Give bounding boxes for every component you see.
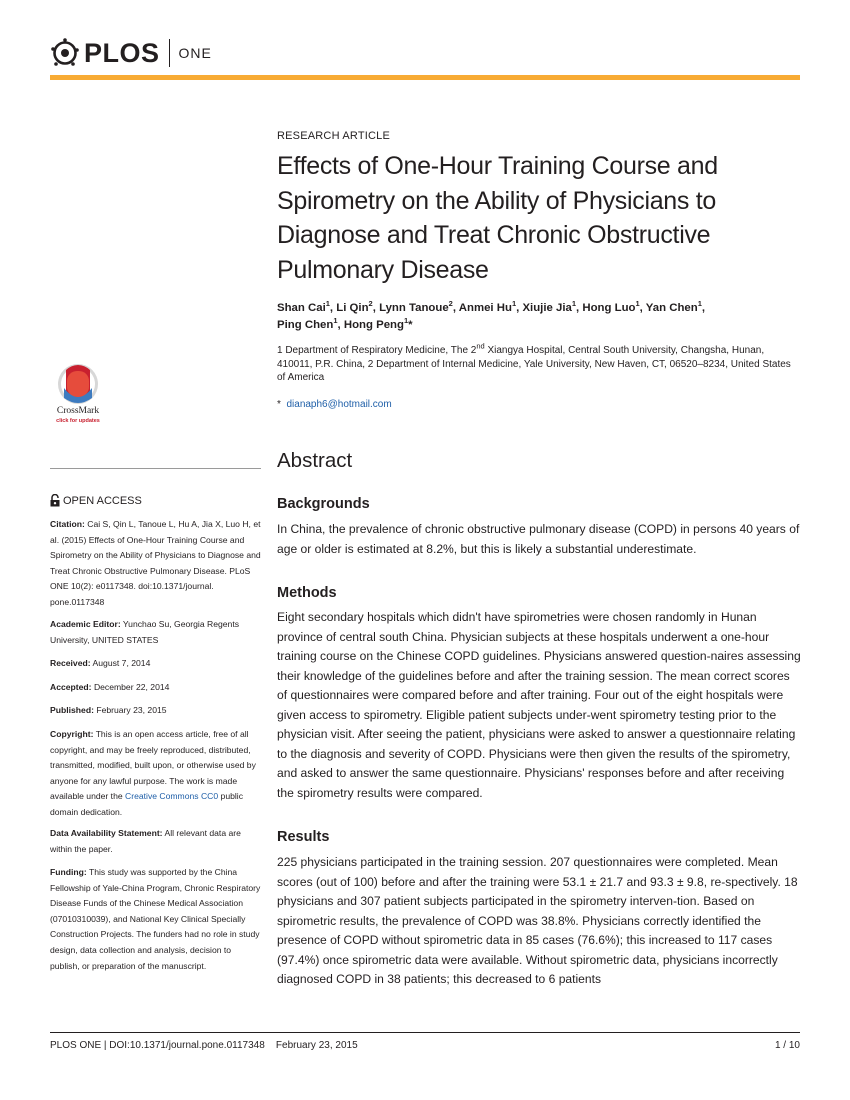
footer-citation xyxy=(50,1040,358,1051)
data-availability-block xyxy=(50,826,262,857)
copyright-text: This is an open access article, free of all copyright, and may be freely reproduced, distributed, transmitted, modified, built upon, or otherwise used by anyone for any lawful purpose. The work is made available under the xyxy=(50,729,256,802)
published-date: February 23, 2015 xyxy=(96,705,167,715)
section-heading-backgrounds: Backgrounds xyxy=(277,496,370,512)
section-heading-results: Results xyxy=(277,829,330,845)
brand-name: PLOS xyxy=(84,37,160,68)
data-availability-label: Data Availability Statement: xyxy=(50,828,163,838)
accepted-date: December 22, 2014 xyxy=(93,682,170,692)
accepted-label: Accepted: xyxy=(50,682,92,692)
author[interactable]: Hong Luo$^1$, xyxy=(582,299,646,314)
plos-logo-icon xyxy=(50,38,80,68)
author[interactable]: Anmei Hu$^1$, xyxy=(458,299,523,314)
section-text-results: 225 physicians participated in the training session. 207 questionnaires were completed. Mean scores (out of 100) before and after the training were 53.1 ± 21.7 and 93.3 ± 9.8, re-spectively. 18 physicians and 307 patient subjects participated in the spirometry interven-tion. Based on spirometric results, the prevalence of COPD was 38.8%. Physicians correctly identified the presence of COPD without spirometric data in 85 cases (76.6%); this increased to 117 cases (97.4%) once spirometric data were available. Without spirometric data, physicians incorrectly diagnosed COPD in 38 patients; this decreased to 6 patients xyxy=(277,855,798,986)
copyright-tail: public domain dedication. xyxy=(50,791,244,817)
page-number: 1 / 10 xyxy=(774,1040,800,1051)
crossmark-label[interactable]: CrossMark xyxy=(56,406,100,416)
citation-text: Cai S, Qin L, Tanoue L, Hu A, Jia X, Luo H, et al. (2015) Effects of One-Hour Training Course and Spirometry on the Ability of Physicians to Diagnose and Treat Chronic Obstructive Pulmonary Disease. PLoS ONE 10(2): e0117348. doi:10.1371/journal. pone.0117348 xyxy=(50,519,261,607)
email-link[interactable]: dianaph6@hotmail.com xyxy=(286,399,392,410)
open-lock-icon xyxy=(50,494,60,507)
citation-label: Citation: xyxy=(50,519,85,529)
footer-rule xyxy=(50,1032,800,1033)
footer-journal-doi: PLOS ONE | DOI:10.1371/journal.pone.0117348 xyxy=(50,1040,265,1051)
abstract-heading: Abstract xyxy=(277,449,353,472)
copyright-block xyxy=(50,727,262,821)
section-text-methods: Eight secondary hospitals which didn't have spirometries were chosen randomly in Hunan province of central south China. Physician subjects at these hospitals underwent a one-hour training course on the Chinese COPD guidelines. Physicians answered question-naires assessing their knowledge of the guidelines before and after the training session. The mean correct scores of questionnaires were compared before and after training. Four out of the eight hospitals were given access to spirometry. Eligible patient subjects under-went spirometry testing prior to the physician visit. After seeing the patient, physicians were asked to answer a questionnaire relating to the diagnosis and severity of COPD. Physicians were then given the results of the spirometry, and asked to answer the same questionnaire. Physicians' responses before and after receiving the spirometry results were compared. xyxy=(277,610,801,800)
academic-editor-block xyxy=(50,617,262,648)
citation-block xyxy=(50,517,262,611)
funding-text: This study was supported by the China Fellowship of Yale-China Program, Chronic Respiratory Disease Funds of the Chinese Medical Association (07010310039), and National Key Clinical Specially Construction Projects. The funders had no role in study design, data collection and analysis, decision to publish, or preparation of the manuscript. xyxy=(50,867,261,971)
corresponding-star: * xyxy=(277,399,281,410)
funding-block xyxy=(50,865,262,974)
data-availability-text: All relevant data are within the paper. xyxy=(50,828,241,854)
published-label: Published: xyxy=(50,705,94,715)
journal-name: ONE xyxy=(178,45,212,61)
author[interactable]: Hong Peng$^1$* xyxy=(343,316,413,331)
author[interactable]: Ping Chen$^1$, xyxy=(277,316,344,331)
received-date: August 7, 2014 xyxy=(92,658,151,668)
open-access-label: OPEN ACCESS xyxy=(63,494,142,507)
author[interactable]: Li Qin$^2$, xyxy=(336,299,380,314)
logo-divider xyxy=(169,39,170,67)
funding-label: Funding: xyxy=(50,867,87,877)
article-title: Effects of One-Hour Training Course and Spirometry on the Ability of Physicians to Diagnose and Treat Chronic Obstructive Pulmonary Disease xyxy=(277,152,718,284)
author[interactable]: Yan Chen$^1$, xyxy=(645,299,706,314)
header-accent-rule xyxy=(50,75,800,80)
creative-commons-link[interactable]: Creative Commons CC0 xyxy=(125,791,219,802)
author[interactable]: Xiujie Jia$^1$, xyxy=(522,299,583,314)
affiliations: 1 Department of Respiratory Medicine, The 2nd Xiangya Hospital, Central South University, Changsha, Hunan, 410011, P.R. China, 2 Department of Internal Medicine, Yale University, New Haven, CT, 06520–8234, United States of America xyxy=(277,341,791,384)
received-block xyxy=(50,656,262,672)
corresponding-email xyxy=(277,399,801,410)
editor-label: Academic Editor: xyxy=(50,619,121,629)
plos-logo[interactable] xyxy=(50,36,212,70)
open-access-badge xyxy=(50,494,142,507)
accepted-block xyxy=(50,680,262,696)
author[interactable]: Lynn Tanoue$^2$, xyxy=(379,299,459,314)
author[interactable]: Shan Cai$^1$, xyxy=(277,299,337,314)
received-label: Received: xyxy=(50,658,91,668)
article-type: RESEARCH ARTICLE xyxy=(277,130,391,142)
crossmark-sublabel[interactable]: click for updates xyxy=(56,418,100,424)
sidebar-divider xyxy=(50,468,261,469)
section-heading-methods: Methods xyxy=(277,585,337,601)
published-block xyxy=(50,703,262,719)
editor-text: Yunchao Su, Georgia Regents University, UNITED STATES xyxy=(50,619,240,645)
footer-date: February 23, 2015 xyxy=(275,1040,358,1051)
section-text-backgrounds: In China, the prevalence of chronic obstructive pulmonary disease (COPD) in persons 40 years of age or older is estimated at 8.2%, but this is likely a substantial underestimate. xyxy=(277,522,800,556)
author-list xyxy=(277,300,801,334)
copyright-label: Copyright: xyxy=(50,729,94,739)
